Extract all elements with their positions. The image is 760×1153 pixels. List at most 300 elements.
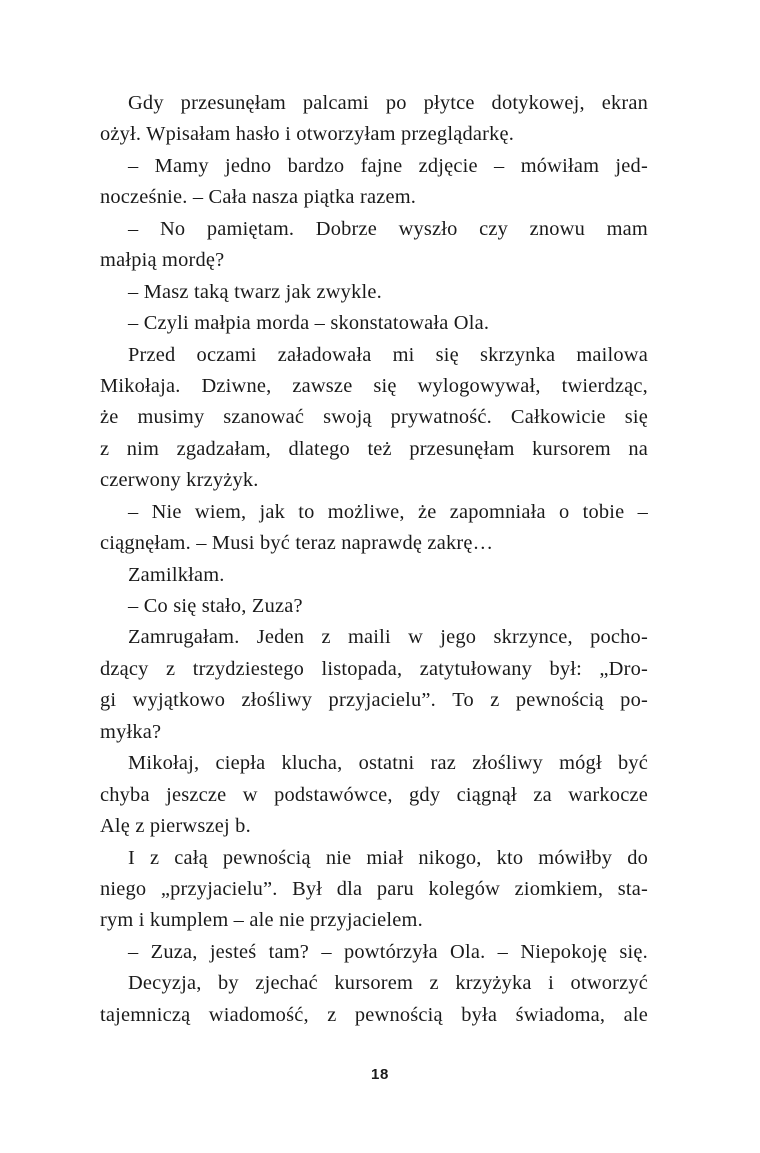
word: do (627, 846, 648, 869)
word-gap (226, 780, 242, 811)
text-line: czerwony krzyżyk. (100, 469, 259, 492)
word: się. (619, 940, 648, 963)
word-gap (318, 968, 335, 999)
word-gap (415, 340, 436, 371)
word-gap (239, 968, 256, 999)
word: pewnością (354, 1003, 443, 1026)
word: jeszcze (166, 783, 227, 806)
word: o (558, 500, 570, 523)
word-gap (138, 937, 150, 968)
word: nie (325, 846, 352, 869)
word: zapomniała (449, 500, 546, 523)
word: i (548, 972, 555, 995)
word-gap (602, 748, 618, 779)
word-gap (436, 497, 449, 528)
word: niego (100, 877, 147, 900)
word: kursorem (532, 437, 611, 460)
word: z (429, 972, 439, 995)
word-gap (332, 937, 344, 968)
word: się (624, 406, 648, 429)
word: Gdy (128, 92, 164, 114)
word-gap (164, 88, 181, 119)
word: nim (126, 437, 160, 460)
word: Niepokoję (520, 940, 608, 963)
word: się (435, 343, 459, 366)
word: wyjątkowo (132, 689, 226, 712)
word: – (128, 940, 139, 963)
word: No (159, 217, 186, 240)
word-gap (350, 434, 368, 465)
text-line: rym i kumplem – ale nie przyjacielem. (100, 909, 423, 932)
text-line: małpią mordę? (100, 249, 225, 272)
word-gap (342, 748, 358, 779)
word-gap (285, 497, 298, 528)
word-gap (150, 780, 166, 811)
word: pocho- (590, 626, 648, 649)
word-gap (438, 937, 450, 968)
word-gap (554, 968, 571, 999)
word-gap (265, 748, 281, 779)
word-gap (413, 968, 430, 999)
word: Zuza, (150, 940, 198, 963)
word: pewnością (515, 689, 604, 712)
word: był: (549, 657, 582, 680)
word-gap (352, 371, 373, 402)
word: sta- (617, 877, 648, 900)
text-line (100, 654, 648, 685)
text-line: ciągnęłam. – Musi być teraz naprawdę zakrę… (100, 532, 494, 555)
word: I (128, 846, 135, 869)
word: mam (606, 217, 648, 240)
text-line (100, 434, 648, 465)
text-line: nocześnie. – Cała nasza piątka razem. (100, 186, 417, 209)
word-gap (458, 214, 480, 245)
word: miał (366, 846, 404, 869)
word-gap (278, 874, 293, 905)
text-line (100, 685, 648, 716)
word: jego (440, 626, 477, 649)
word: świadoma, (515, 1003, 606, 1026)
word: szanować (223, 406, 305, 429)
word: mógł (559, 752, 602, 775)
word: dla (336, 877, 363, 900)
word-gap (517, 780, 533, 811)
word: oczami (196, 343, 257, 366)
word: jak (259, 500, 286, 523)
text-line: myłka? (100, 720, 162, 743)
word-gap (159, 434, 177, 465)
word: Jeden (256, 626, 305, 649)
word: za (533, 783, 552, 806)
word: to (298, 500, 315, 523)
word: że (100, 406, 119, 429)
word: w (242, 783, 258, 806)
text-line (100, 402, 648, 433)
word-gap (225, 685, 241, 716)
word-gap (109, 434, 127, 465)
text-line (100, 874, 648, 905)
word-gap (439, 968, 456, 999)
word: załadowała (277, 343, 372, 366)
word: przyjacielu”. (328, 689, 436, 712)
word-gap (624, 497, 637, 528)
text-line (100, 371, 648, 402)
word: klucha, (281, 752, 343, 775)
word: ciepła (215, 752, 266, 775)
word-gap (182, 497, 195, 528)
word-gap (372, 402, 391, 433)
word: – (128, 154, 139, 177)
word-gap (309, 937, 321, 968)
word-gap (397, 371, 418, 402)
word: prywatność. (390, 406, 492, 429)
word: listopada, (321, 657, 403, 680)
word: pewnością (222, 846, 311, 869)
text-line (100, 151, 648, 182)
word: Ola. (450, 940, 486, 963)
word: bardzo (287, 154, 345, 177)
word: dzący (100, 657, 149, 680)
word: Zamrugałam. (128, 626, 240, 649)
word-gap (312, 685, 328, 716)
word-gap (175, 340, 196, 371)
word: „Dro- (599, 657, 648, 680)
word-gap (159, 843, 174, 874)
word-gap (552, 780, 568, 811)
word: wiadomość, (208, 1003, 309, 1026)
text-line (100, 214, 648, 245)
word: ziomkiem, (514, 877, 604, 900)
text-line (100, 780, 648, 811)
word-gap (344, 151, 360, 182)
word: być (617, 752, 649, 775)
word: Dobrze (315, 217, 378, 240)
word: – (494, 154, 505, 177)
word: zawsze (292, 374, 353, 397)
word-gap (271, 371, 292, 402)
word: wyszło (398, 217, 458, 240)
word: nikogo, (418, 846, 482, 869)
word-gap (116, 685, 132, 716)
word-gap (604, 685, 620, 716)
word: ekran (601, 92, 649, 114)
word-gap (138, 497, 151, 528)
text-line (100, 748, 648, 779)
word: Był (292, 877, 323, 900)
word: – (321, 940, 332, 963)
word: przesunęłam (180, 92, 286, 114)
word: Mamy (154, 154, 209, 177)
word-gap (500, 874, 515, 905)
word: maili (347, 626, 391, 649)
word: mi (392, 343, 415, 366)
word: zgadzałam, (176, 437, 271, 460)
word-gap (190, 1000, 208, 1031)
word-gap (181, 371, 202, 402)
word-gap (391, 622, 408, 653)
word-gap (146, 874, 161, 905)
word-gap (599, 151, 615, 182)
word-gap (582, 654, 599, 685)
word: czy (479, 217, 509, 240)
word: Mikołaj, (128, 752, 200, 775)
text-line (100, 968, 648, 999)
word: ciągnął (456, 783, 517, 806)
word: To (452, 689, 474, 712)
page-number: 18 (371, 1066, 389, 1083)
word-gap (569, 497, 582, 528)
word-gap (508, 214, 530, 245)
word: skrzynce, (493, 626, 573, 649)
text-line (100, 340, 648, 371)
word-gap (351, 843, 366, 874)
word: fajne (360, 154, 403, 177)
word-gap (555, 340, 576, 371)
text-line: – Czyli małpia morda – skonstatowała Ola. (128, 312, 490, 335)
word-gap (607, 937, 619, 968)
word-gap (474, 685, 490, 716)
word-gap (304, 654, 321, 685)
word: z (150, 846, 160, 869)
text-line: ożył. Wpisałam hasło i otworzyłam przeglądarkę. (100, 123, 515, 146)
word: całą (174, 846, 208, 869)
word-gap (504, 151, 520, 182)
word-gap (407, 88, 424, 119)
word-gap (204, 402, 223, 433)
word: krzyżyka (455, 972, 532, 995)
word: palcami (302, 92, 369, 114)
word-gap (611, 434, 629, 465)
word-gap (336, 1000, 354, 1031)
word: po- (620, 689, 648, 712)
word-gap (393, 780, 409, 811)
word-gap (202, 968, 219, 999)
word: ale (623, 1003, 649, 1026)
word-gap (405, 497, 418, 528)
word: kolegów (428, 877, 501, 900)
word-gap (532, 654, 549, 685)
word: złośliwy (241, 689, 313, 712)
word: płytce (423, 92, 475, 114)
text-line: Alę z pierwszej b. (100, 815, 251, 838)
word: pamiętam. (206, 217, 295, 240)
text-line: Zamilkłam. (128, 563, 225, 586)
word: też (367, 437, 392, 460)
word-gap (286, 88, 303, 119)
text-line (100, 88, 648, 119)
word: z (490, 689, 500, 712)
word-gap (257, 340, 278, 371)
word-gap (256, 937, 268, 968)
word: dotykowej, (491, 92, 585, 114)
text-line: – Masz taką twarz jak zwykle. (128, 280, 382, 303)
word: przesunęłam (409, 437, 515, 460)
word: – (128, 500, 139, 523)
word: po (385, 92, 407, 114)
word-gap (138, 151, 154, 182)
word: – (637, 500, 648, 523)
word: Decyzja, (128, 972, 202, 995)
word-gap (240, 622, 257, 653)
word-gap (309, 1000, 327, 1031)
word-gap (311, 843, 326, 874)
word: chyba (100, 783, 150, 806)
word-gap (523, 843, 538, 874)
word: dlatego (288, 437, 350, 460)
word: jedno (225, 154, 272, 177)
word: podstawówce, (274, 783, 393, 806)
word: tajemniczą (100, 1003, 191, 1026)
word-gap (403, 843, 418, 874)
word-gap (209, 151, 225, 182)
word: raz (430, 752, 457, 775)
word-gap (459, 340, 480, 371)
word-gap (443, 1000, 461, 1031)
word: jed- (615, 154, 648, 177)
word-gap (322, 874, 337, 905)
word-gap (500, 685, 516, 716)
word: że (417, 500, 437, 523)
word-gap (149, 654, 166, 685)
word: – (497, 940, 509, 963)
word-gap (508, 937, 520, 968)
word: wylogowywał, (417, 374, 541, 397)
word: z (166, 657, 176, 680)
word: – (128, 217, 139, 240)
word: Dziwne, (201, 374, 272, 397)
word-gap (185, 214, 207, 245)
word-gap (585, 214, 607, 245)
word-gap (372, 340, 393, 371)
word-gap (258, 780, 274, 811)
word: z (100, 437, 110, 460)
word-gap (515, 434, 533, 465)
word-gap (175, 654, 192, 685)
word: tobie (582, 500, 625, 523)
word: kto (496, 846, 524, 869)
text-line (100, 497, 648, 528)
word-gap (612, 843, 627, 874)
word-gap (402, 654, 419, 685)
word: mailowa (576, 343, 648, 366)
word-gap (573, 622, 590, 653)
word-gap (436, 685, 452, 716)
word: mówiłby (538, 846, 613, 869)
word-gap (271, 151, 287, 182)
word: tam? (268, 940, 310, 963)
word: możliwe, (327, 500, 405, 523)
word-gap (208, 843, 223, 874)
word-gap (199, 748, 215, 779)
word: złośliwy (472, 752, 543, 775)
word-gap (304, 622, 321, 653)
word-gap (414, 748, 430, 779)
word-gap (402, 151, 418, 182)
word-gap (478, 151, 494, 182)
word: otworzyć (570, 972, 649, 995)
word: zatytułowany (419, 657, 532, 680)
word: zdjęcie (418, 154, 478, 177)
word-gap (138, 214, 160, 245)
word-gap (135, 843, 150, 874)
word-gap (294, 214, 316, 245)
word: warkocze (568, 783, 648, 806)
word: Przed (128, 343, 176, 366)
word: Całkowicie (510, 406, 606, 429)
word: jesteś (209, 940, 257, 963)
text-line (100, 843, 648, 874)
word: na (628, 437, 648, 460)
word-gap (605, 1000, 623, 1031)
word: powtórzyła (344, 940, 438, 963)
word-gap (532, 968, 549, 999)
word: się (373, 374, 397, 397)
word-gap (271, 434, 289, 465)
body-text (100, 88, 648, 1031)
word-gap (492, 402, 511, 433)
word-gap (423, 622, 440, 653)
word-gap (198, 937, 210, 968)
text-line (100, 937, 648, 968)
word-gap (606, 402, 625, 433)
word-gap (497, 1000, 515, 1031)
word-gap (304, 402, 323, 433)
word: kursorem (334, 972, 414, 995)
word: gi (100, 689, 117, 712)
word: mówiłam (520, 154, 600, 177)
word-gap (476, 622, 493, 653)
word: ostatni (358, 752, 415, 775)
word-gap (246, 497, 259, 528)
word: gdy (409, 783, 441, 806)
word-gap (541, 371, 562, 402)
word-gap (485, 937, 497, 968)
word: w (408, 626, 424, 649)
word-gap (369, 88, 386, 119)
word-gap (543, 748, 559, 779)
word: paru (376, 877, 414, 900)
word-gap (546, 497, 559, 528)
word: Nie (151, 500, 182, 523)
word: wiem, (194, 500, 247, 523)
word: zjechać (255, 972, 318, 995)
word-gap (315, 497, 328, 528)
word-gap (377, 214, 399, 245)
word: była (461, 1003, 498, 1026)
word: „przyjacielu”. (160, 877, 278, 900)
word: z (321, 626, 331, 649)
word-gap (362, 874, 377, 905)
text-line (100, 622, 648, 653)
word: Mikołaja. (100, 374, 181, 397)
word: skrzynka (479, 343, 556, 366)
word: swoją (323, 406, 372, 429)
word-gap (585, 88, 602, 119)
text-line (100, 1000, 648, 1031)
word-gap (475, 88, 492, 119)
word-gap (331, 622, 348, 653)
word-gap (440, 780, 456, 811)
word: musimy (137, 406, 205, 429)
word: twierdząc, (561, 374, 648, 397)
word-gap (482, 843, 497, 874)
word: znowu (529, 217, 586, 240)
word: trzydziestego (192, 657, 305, 680)
word-gap (603, 874, 618, 905)
word: z (327, 1003, 337, 1026)
word-gap (392, 434, 410, 465)
text-line: – Co się stało, Zuza? (128, 595, 303, 617)
